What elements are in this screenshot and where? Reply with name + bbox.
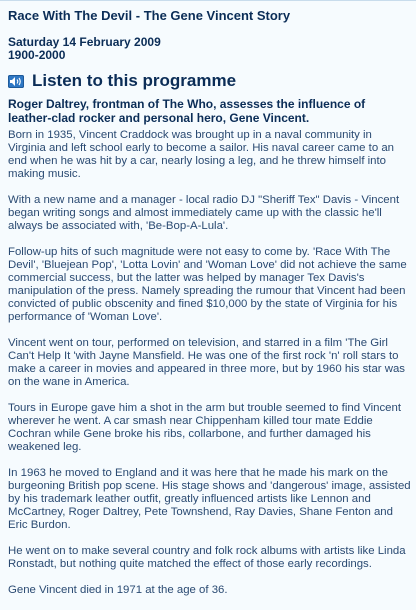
broadcast-time: 1900-2000 <box>8 48 66 62</box>
paragraph: Born in 1935, Vincent Craddock was brought up in a naval community in Virginia and left school early to become a sailor. His naval career came to an end when he was hit by a car, nearly losing a leg, and he threw himself into making music. <box>8 129 395 180</box>
paragraph: He went on to make several country and folk rock albums with artists like Linda Ronstadt, but nothing quite matched the effect of those early recordings. <box>8 545 406 570</box>
paragraph: With a new name and a manager - local radio DJ "Sheriff Tex" Davis - Vincent began writing songs and almost immediately came up with the classic he'll always be associated with, 'Be-Bop-A-Lula'. <box>8 194 400 232</box>
broadcast-info <box>8 36 161 62</box>
listen-link[interactable] <box>8 70 236 92</box>
programme-summary: Roger Daltrey, frontman of The Who, assesses the influence of leather-clad rocker and personal hero, Gene Vincent. <box>8 97 366 125</box>
programme-title: Race With The Devil - The Gene Vincent Story <box>8 8 291 23</box>
listen-label[interactable]: Listen to this programme <box>32 71 237 90</box>
broadcast-date: Saturday 14 February 2009 <box>8 35 161 49</box>
paragraph: In 1963 he moved to England and it was here that he made his mark on the burgeoning British pop scene. His stage shows and 'dangerous' image, assisted by his trademark leather outfit, greatly influenced artists like Lennon and McCartney, Roger Daltrey, Pete Townshend, Ray Davies, Shane Fenton and Eric Burdon. <box>8 467 411 531</box>
paragraph: Follow-up hits of such magnitude were not easy to come by. 'Race With The Devil', 'Bluejean Pop', 'Lotta Lovin' and 'Woman Love' did not achieve the same commercial success, but the latter was helped by manager Tex Davis's manipulation of the press. Namely spreading the rumour that Vincent had been convicted of public obscenity and fined $10,000 by the state of Virginia for his performance of 'Woman Love'. <box>8 246 407 323</box>
paragraph: Gene Vincent died in 1971 at the age of 36. <box>8 584 228 596</box>
paragraph: Tours in Europe gave him a shot in the arm but trouble seemed to find Vincent wherever he went. A car smash near Chippenham killed tour mate Eddie Cochran while Gene broke his ribs, collarbone, and further damaged his weakened leg. <box>8 402 401 453</box>
programme-description <box>8 129 412 610</box>
speaker-icon[interactable] <box>8 75 24 88</box>
paragraph: Vincent went on tour, performed on television, and starred in a film 'The Girl Can't Help It 'with Jayne Mansfield. He was one of the first rock 'n' roll stars to make a career in movies and appeared in three more, but by 1960 his star was on the wane in America. <box>8 337 405 388</box>
